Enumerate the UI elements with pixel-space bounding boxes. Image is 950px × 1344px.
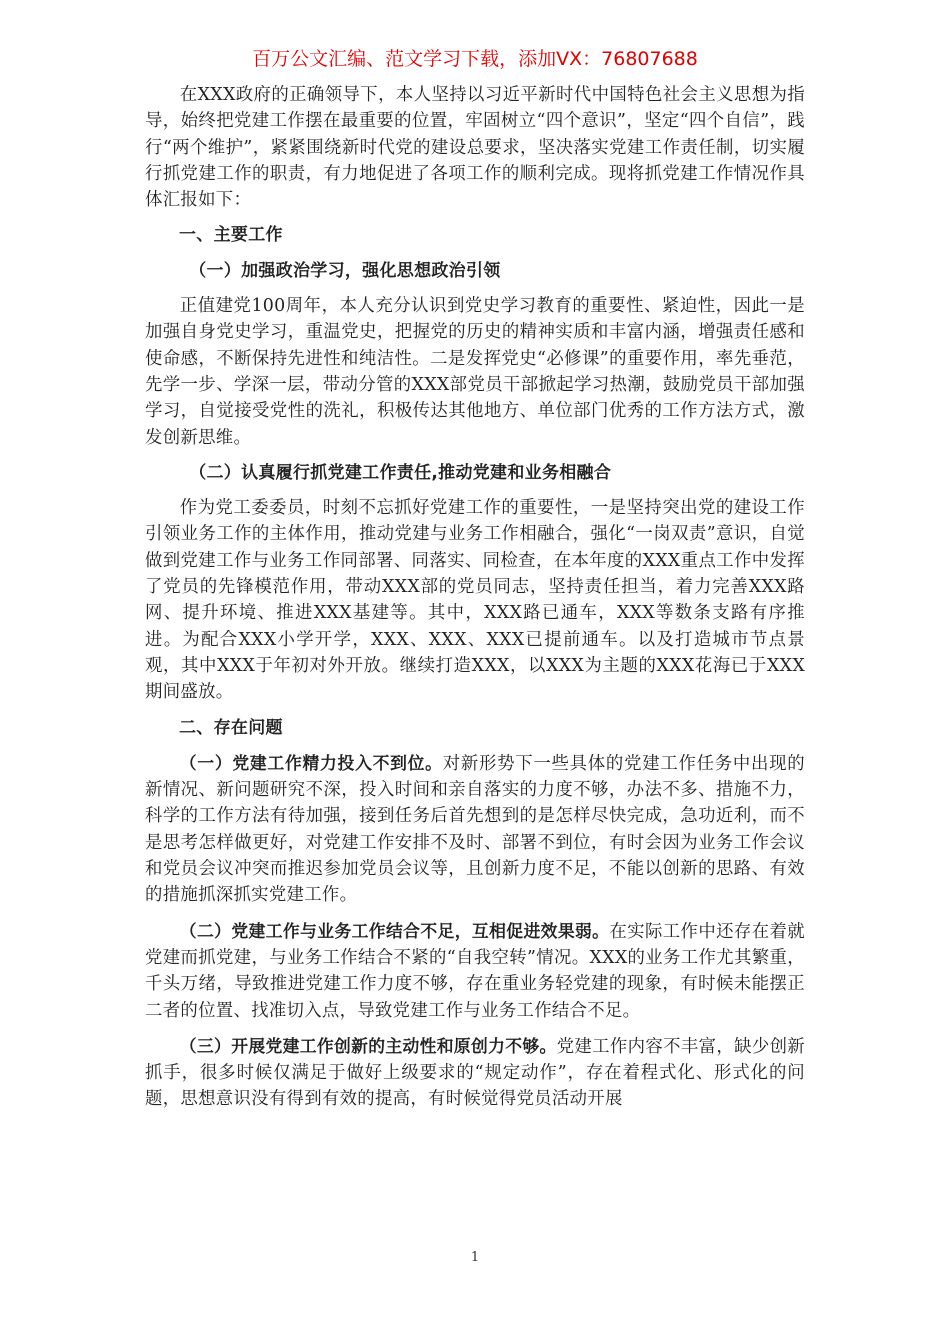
section-heading-problems: 二、存在问题 xyxy=(179,717,283,738)
intro-paragraph: 在XXX政府的正确领导下，本人坚持以习近平新时代中国特色社会主义思想为指导，始终把党建工作摆在最重要的位置，牢固树立“四个意识”，坚定“四个自信”，践行“两个维护”，紧紧围绕新时代党的建设总要求，坚决落实党建工作责任制，切实履行抓党建工作的职责，有力地促进了各项工作的顺利完成。现将抓党建工作情况作具体汇报如下： xyxy=(145,85,805,211)
page-number: 1 xyxy=(470,1250,480,1265)
document-body xyxy=(145,82,805,1113)
subsection-heading-party-responsibility: （二）认真履行抓党建工作责任,推动党建和业务相融合 xyxy=(189,462,612,483)
problem-lead-1: （一）党建工作精力投入不到位。 xyxy=(179,752,443,773)
political-study-paragraph: 正值建党100周年，本人充分认识到党史学习教育的重要性、紧迫性，因此一是加强自身党史学习，重温党史，把握党的历史的精神实质和丰富内涵，增强责任感和使命感，不断保持先进性和纯洁性。二是发挥党史“必修课”的重要作用，率先垂范，先学一步、学深一层，带动分管的XXX部党员干部掀起学习热潮，鼓励党员干部加强学习，自觉接受党性的洗礼，积极传达其他地方、单位部门优秀的工作方法方式，激发创新思维。 xyxy=(145,296,805,448)
subsection-heading-political-study: （一）加强政治学习，强化思想政治引领 xyxy=(189,260,501,281)
problem-body-2: 在实际工作中还存在着就党建而抓党建，与业务工作结合不紧的“自我空转”情况。XXX的业务工作尤其繁重，千头万绪，导致推进党建工作力度不够，存在重业务轻党建的现象，有时候未能摆正二者的位置、找准切入点，导致党建工作与业务工作结合不足。 xyxy=(145,921,805,1021)
party-responsibility-paragraph: 作为党工委委员，时刻不忘抓好党建工作的重要性，一是坚持突出党的建设工作引领业务工作的主体作用，推动党建与业务工作相融合，强化“一岗双责”意识，自觉做到党建工作与业务工作同部署、同落实、同检查，在本年度的XXX重点工作中发挥了党员的先锋模范作用，带动XXX部的党员同志，坚持责任担当，着力完善XXX路网、提升环境、推进XXX基建等。其中，XXX路已通车，XXX等数条支路有序推进。为配合XXX小学开学，XXX、XXX、XXX已提前通车。以及打造城市节点景观，其中XXX于年初对外开放。继续打造XXX，以XXX为主题的XXX花海已于XXX期间盛放。 xyxy=(145,498,805,703)
problem-paragraph-3 xyxy=(145,1033,805,1113)
problem-lead-3: （三）开展党建工作创新的主动性和原创力不够。 xyxy=(179,1035,557,1056)
problem-body-3: 党建工作内容不丰富，缺少创新抓手，很多时候仅满足于做好上级要求的“规定动作”，存在着程式化、形式化的问题，思想意识没有得到有效的提高，有时候觉得党员活动开展 xyxy=(145,1036,806,1110)
problem-paragraph-2 xyxy=(145,918,805,1024)
download-banner: 百万公文汇编、范文学习下载，添加VX：76807688 xyxy=(252,48,698,70)
section-heading-main-work: 一、主要工作 xyxy=(179,225,283,246)
problem-paragraph-1 xyxy=(145,750,805,909)
problem-lead-2: （二）党建工作与业务工作结合不足，互相促进效果弱。 xyxy=(179,920,610,941)
problem-body-1: 对新形势下一些具体的党建工作任务中出现的新情况、新问题研究不深，投入时间和亲自落实的力度不够，办法不多、措施不力，科学的工作方法有待加强，接到任务后首先想到的是怎样尽快完成，急功近利，而不是思考怎样做更好，对党建工作安排不及时、部署不到位，有时会因为业务工作会议和党员会议冲突而推迟参加党员会议等，且创新力度不足，不能以创新的思路、有效的措施抓深抓实党建工作。 xyxy=(145,753,805,906)
